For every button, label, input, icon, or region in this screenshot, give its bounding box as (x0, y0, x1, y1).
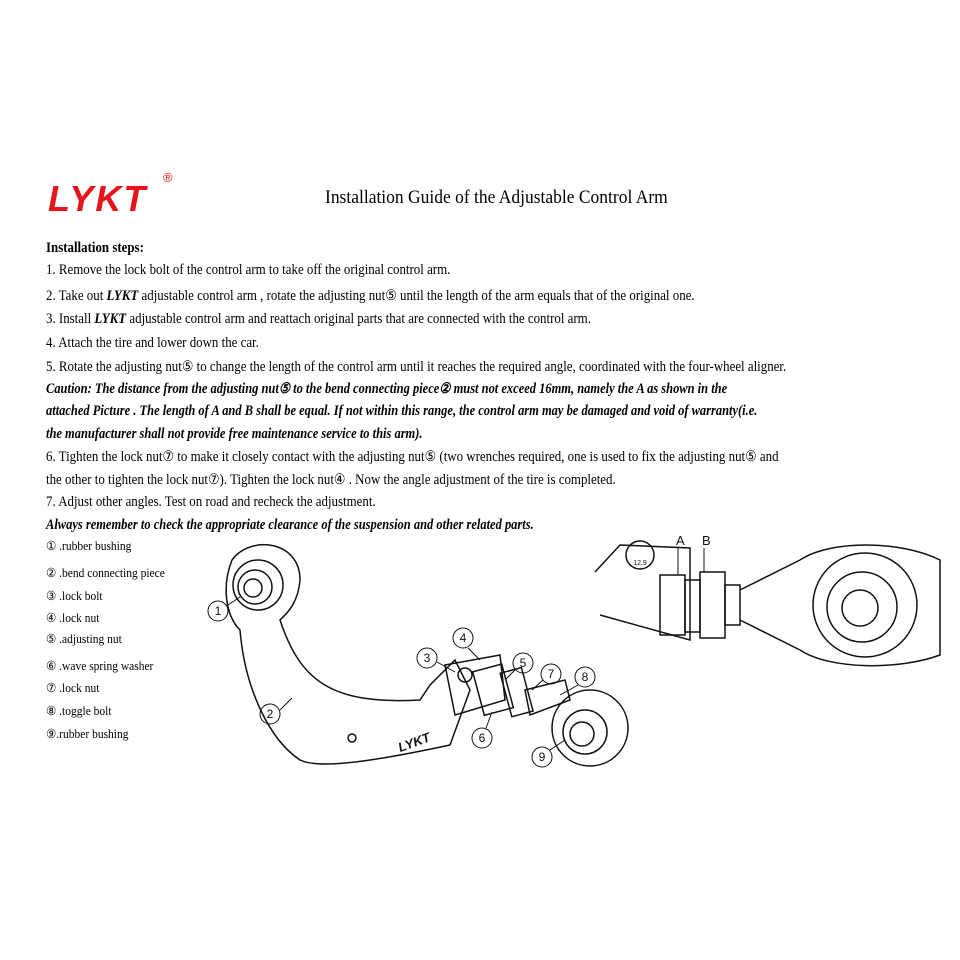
brand-logo: LYKT (48, 178, 148, 219)
callout-3: 3 (423, 651, 431, 665)
detail-label-b: B (702, 533, 711, 548)
callout-7: 7 (547, 667, 555, 681)
step-3-text-rest: adjustable control arm and reattach original parts that are connected with the control arm. (126, 311, 591, 327)
callout-4: 4 (459, 631, 467, 645)
callout-2: 2 (266, 707, 274, 721)
part-4: ④ .lock nut (46, 611, 100, 625)
step-3-text: 3. Install (46, 311, 95, 327)
step-4: 4. Attach the tire and lower down the car. (46, 335, 259, 351)
callout-6: 6 (478, 731, 486, 745)
brand-inline: LYKT (94, 311, 127, 327)
nut-marking: 12.9 (633, 560, 647, 567)
page-title: Installation Guide of the Adjustable Control Arm (325, 187, 668, 208)
part-2: ② .bend connecting piece (46, 566, 165, 580)
arm-engraving: LYKT (396, 729, 433, 755)
caution-line-3: the manufacturer shall not provide free maintenance service to this arm). (46, 426, 423, 442)
step-5: 5. Rotate the adjusting nut⑤ to change the length of the control arm until it reaches the required angle, coordinated with the four-wheel aligner. (46, 359, 787, 375)
callout-1: 1 (214, 604, 222, 618)
caution-line-1: Caution: The distance from the adjusting nut⑤ to the bend connecting piece② must not exceed 16mm, namely the A as shown in the (46, 381, 728, 397)
callout-5: 5 (519, 656, 527, 670)
brand-inline: LYKT (106, 288, 139, 304)
registered-mark: ® (163, 170, 173, 185)
detail-view (595, 533, 940, 666)
steps-heading: Installation steps: (46, 240, 144, 256)
step-1: 1. Remove the lock bolt of the control arm to take off the original control arm. (46, 262, 451, 278)
callout-8: 8 (581, 670, 589, 684)
detail-label-a: A (676, 533, 685, 548)
step-2-text: 2. Take out (46, 288, 107, 304)
part-3: ③ .lock bolt (46, 589, 103, 603)
part-7: ⑦ .lock nut (46, 681, 100, 695)
callout-9: 9 (538, 750, 546, 764)
part-5: ⑤ .adjusting nut (46, 632, 122, 646)
part-8: ⑧ .toggle bolt (46, 704, 112, 718)
step-7: 7. Adjust other angles. Test on road and recheck the adjustment. (46, 494, 376, 510)
part-1: ① .rubber bushing (46, 539, 132, 553)
step-2-text-rest: adjustable control arm , rotate the adjusting nut⑤ until the length of the arm equals that of the original one. (138, 288, 695, 304)
part-6: ⑥ .wave spring washer (46, 659, 154, 673)
step-6-line-2: the other to tighten the lock nut⑦). Tighten the lock nut④ . Now the angle adjustment of the tire is completed. (46, 472, 616, 488)
caution-line-2: attached Picture . The length of A and B shall be equal. If not within this range, the control arm may be damaged and void of warranty(i.e. (46, 403, 758, 419)
reminder: Always remember to check the appropriate clearance of the suspension and other related parts. (46, 517, 534, 533)
step-6-line-1: 6. Tighten the lock nut⑦ to make it closely contact with the adjusting nut⑤ (two wrenches required, one is used to fix the adjusting nut⑤ and (46, 449, 779, 465)
part-9: ⑨.rubber bushing (46, 727, 129, 741)
